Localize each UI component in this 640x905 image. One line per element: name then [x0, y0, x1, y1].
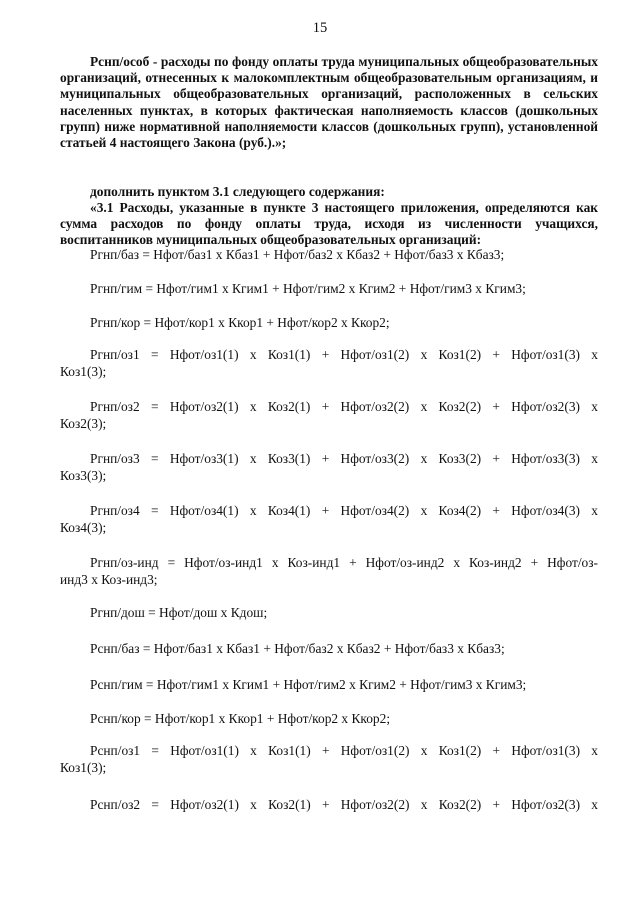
formula-rgnp-dosh: Ргнп/дош = Нфот/дош х Кдош;: [90, 605, 268, 620]
formula-rsnp-oz1-line2: Коз1(3);: [60, 760, 107, 775]
formula-rgnp-oz2-line1: Ргнп/оз2 = Нфот/оз2(1) х Коз2(1) + Нфот/оз2(2) х Коз2(2) + Нфот/оз2(3) х: [90, 399, 598, 414]
formula-rgnp-oz4-line2: Коз4(3);: [60, 520, 107, 535]
formula-rgnp-oz-ind-line2: инд3 х Коз-инд3;: [60, 572, 158, 587]
formula-rgnp-oz1: [60, 346, 598, 380]
formula-rgnp-oz3-line2: Коз3(3);: [60, 468, 107, 483]
formula-rgnp-oz3-line1: Ргнп/оз3 = Нфот/оз3(1) х Коз3(1) + Нфот/оз3(2) х Коз3(2) + Нфот/оз3(3) х: [90, 451, 598, 466]
formula-rgnp-oz2: [60, 398, 598, 432]
formula-rgnp-oz-ind: [60, 554, 598, 588]
page-number: 15: [312, 20, 328, 36]
paragraph-3-1: «3.1 Расходы, указанные в пункте 3 настоящего приложения, определяются как сумма расходов по фонду оплаты труда, исходя из численности учащихся, воспитанников муниципальных общеобразовательных организаций:: [60, 200, 598, 248]
formula-rgnp-oz1-line1: Ргнп/оз1 = Нфот/оз1(1) х Коз1(1) + Нфот/оз1(2) х Коз1(2) + Нфот/оз1(3) х: [90, 347, 598, 362]
formula-rsnp-oz2: [60, 796, 598, 813]
formula-rgnp-kor: Ргнп/кор = Нфот/кор1 х Ккор1 + Нфот/кор2 х Ккор2;: [90, 315, 390, 330]
formula-rgnp-baz: Ргнп/баз = Нфот/баз1 х Кбаз1 + Нфот/баз2 х Кбаз2 + Нфот/баз3 х Кбаз3;: [90, 247, 505, 262]
formula-rsnp-oz1: [60, 742, 598, 776]
formula-rsnp-kor: Рснп/кор = Нфот/кор1 х Ккор1 + Нфот/кор2 х Ккор2;: [90, 711, 391, 726]
formula-rgnp-oz4: [60, 502, 598, 536]
formula-rgnp-oz2-line2: Коз2(3);: [60, 416, 107, 431]
formula-rsnp-oz2-line1: Рснп/оз2 = Нфот/оз2(1) х Коз2(1) + Нфот/оз2(2) х Коз2(2) + Нфот/оз2(3) х: [90, 797, 598, 812]
formula-rgnp-oz4-line1: Ргнп/оз4 = Нфот/оз4(1) х Коз4(1) + Нфот/оз4(2) х Коз4(2) + Нфот/оз4(3) х: [90, 503, 598, 518]
formula-rgnp-oz1-line2: Коз1(3);: [60, 364, 107, 379]
formula-rgnp-oz-ind-line1: Ргнп/оз-инд = Нфот/оз-инд1 х Коз-инд1 + Нфот/оз-инд2 х Коз-инд2 + Нфот/оз-: [90, 555, 598, 570]
formula-rgnp-gim: Ргнп/гим = Нфот/гим1 х Кгим1 + Нфот/гим2 х Кгим2 + Нфот/гим3 х Кгим3;: [90, 281, 526, 296]
formula-rsnp-gim: Рснп/гим = Нфот/гим1 х Кгим1 + Нфот/гим2 х Кгим2 + Нфот/гим3 х Кгим3;: [90, 677, 527, 692]
formula-rsnp-baz: Рснп/баз = Нфот/баз1 х Кбаз1 + Нфот/баз2 х Кбаз2 + Нфот/баз3 х Кбаз3;: [90, 641, 505, 656]
formula-rgnp-oz3: [60, 450, 598, 484]
paragraph-rsnp-osob: Рснп/особ - расходы по фонду оплаты труда муниципальных общеобразовательных организаций, отнесенных к малокомплектным общеобразовательным организациям, и муниципальных общеобразовательных организаций, расположенных в сельских населенных пунктах, в которых фактическая наполняемость классов (дошкольных групп) ниже нормативной наполняемости классов (дошкольных групп), установленной статьей 4 настоящего Закона (руб.).»;: [60, 54, 598, 151]
formula-rsnp-oz1-line1: Рснп/оз1 = Нфот/оз1(1) х Коз1(1) + Нфот/оз1(2) х Коз1(2) + Нфот/оз1(3) х: [90, 743, 598, 758]
intro-line: дополнить пунктом 3.1 следующего содержания:: [90, 184, 385, 199]
